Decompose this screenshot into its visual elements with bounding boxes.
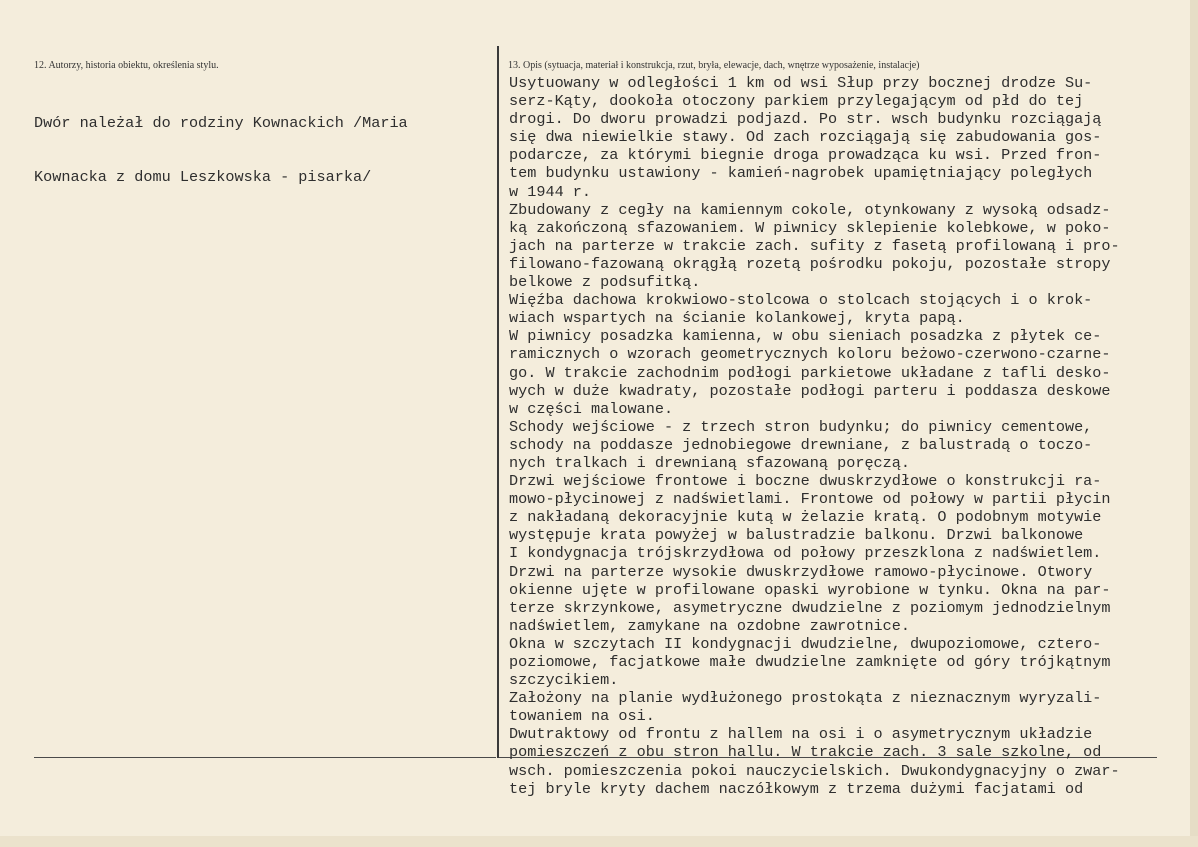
right-text-line: okienne ujęte w profilowane opaski wyrobione w tynku. Okna na par- xyxy=(509,580,1111,599)
right-typed-text xyxy=(509,74,1120,798)
right-text-line: wych w duże kwadraty, pozostałe podłogi parteru i poddasza deskowe xyxy=(509,381,1111,400)
right-text-line: wsch. pomieszczenia pokoi nauczycielskich. Dwukondygnacyjny o zwar- xyxy=(509,761,1120,780)
right-text-line: szczycikiem. xyxy=(509,671,619,690)
right-text-line: poziomowe, facjatkowe małe dwudzielne zamknięte od góry trójkątnym xyxy=(509,653,1111,671)
right-text-line: wiach wspartych na ścianie kolankowej, kryta papą. xyxy=(509,309,965,328)
right-text-line: towaniem na osi. xyxy=(509,707,655,726)
right-text-line: tem budynku ustawiony - kamień-nagrobek upamiętniający poległych xyxy=(509,164,1093,183)
right-column-header: 13. Opis (sytuacja, materiał i konstrukcja, rzut, bryła, elewacje, dach, wnętrze wyposażenie, instalacje) xyxy=(508,60,920,71)
right-text-line: pomieszczeń z obu stron hallu. W trakcie zach. 3 sale szkolne, od xyxy=(509,743,1102,762)
right-text-line: Drzwi na parterze wysokie dwuskrzydłowe ramowo-płycinowe. Otwory xyxy=(509,562,1093,581)
column-divider xyxy=(497,46,499,758)
right-text-line: belkowe z podsufitką. xyxy=(509,273,701,292)
right-text-line: W piwnicy posadzka kamienna, w obu sieniach posadzka z płytek ce- xyxy=(509,327,1102,346)
right-text-line: Drzwi wejściowe frontowe i boczne dwuskrzydłowe o konstrukcji ra- xyxy=(509,472,1102,491)
right-text-line: podarcze, za którymi biegnie droga prowadząca ku wsi. Przed fron- xyxy=(509,146,1102,165)
right-text-line: Zbudowany z cegły na kamiennym cokole, otynkowany z wysoką odsadz- xyxy=(509,200,1111,219)
right-text-line: się dwa niewielkie stawy. Od zach rozciągają się zabudowania gos- xyxy=(509,128,1102,147)
left-form-baseline xyxy=(34,757,496,758)
right-text-line: terze skrzynkowe, asymetryczne dwudzielne z poziomym jednodzielnym xyxy=(509,598,1111,617)
right-text-line: Schody wejściowe - z trzech stron budynku; do piwnicy cementowe, xyxy=(509,417,1093,436)
right-text-line: z nakładaną dekoracyjnie kutą w żelazie kratą. O podobnym motywie xyxy=(509,508,1102,527)
right-text-line: I kondygnacja trójskrzydłowa od połowy przeszklona z nadświetlem. xyxy=(509,544,1102,563)
right-text-line: tej bryle kryty dachem naczółkowym z trzema dużymi facjatami od xyxy=(509,779,1084,798)
right-text-line: występuje krata powyżej w balustradzie balkonu. Drzwi balkonowe xyxy=(509,526,1084,545)
right-text-line: go. W trakcie zachodnim podłogi parkietowe układane z tafli desko- xyxy=(509,363,1111,382)
right-text-line: ramicznych o wzorach geometrycznych koloru beżowo-czerwono-czarne- xyxy=(509,345,1111,364)
right-text-line: Więźba dachowa krokwiowo-stolcowa o stolcach stojących i o krok- xyxy=(509,291,1093,310)
right-text-line: w części malowane. xyxy=(509,399,674,418)
right-text-line: Założony na planie wydłużonego prostokąta z nieznacznym wyryzali- xyxy=(509,689,1102,708)
right-text-line: drogi. Do dworu prowadzi podjazd. Po str. wsch budynku rozciągają xyxy=(509,110,1102,129)
right-text-line: jach na parterze w trakcie zach. sufity z fasetą profilowaną i pro- xyxy=(509,236,1120,255)
right-text-line: w 1944 r. xyxy=(509,182,592,201)
left-column-header: 12. Autorzy, historia obiektu, określenia stylu. xyxy=(34,60,219,71)
right-text-line: Dwutraktowy od frontu z hallem na osi i o asymetrycznym układzie xyxy=(509,725,1093,744)
right-text-line: schody na poddasze jednobiegowe drewniane, z balustradą o toczo- xyxy=(509,435,1093,454)
left-text-line: Dwór należał do rodziny Kownackich /Maria xyxy=(34,114,408,133)
right-text-line: Usytuowany w odległości 1 km od wsi Słup przy bocznej drodze Su- xyxy=(509,74,1093,92)
right-text-line: ką zakończoną sfazowaniem. W piwnicy sklepienie kolebkowe, w poko- xyxy=(509,218,1111,237)
right-text-line: Okna w szczytach II kondygnacji dwudzielne, dwupoziomowe, cztero- xyxy=(509,634,1102,653)
paper-edge-bottom xyxy=(0,836,1198,847)
paper-edge-right xyxy=(1190,0,1198,847)
right-text-line: serz-Kąty, dookoła otoczony parkiem przylegającym od płd do tej xyxy=(509,92,1084,111)
right-text-line: mowo-płycinowej z nadświetlami. Frontowe od połowy w partii płycin xyxy=(509,490,1111,509)
right-text-line: filowano-fazowaną okrągłą rozetą pośrodku pokoju, pozostałe stropy xyxy=(509,254,1111,273)
right-text-line: nych tralkach i drewnianą sfazowaną poręczą. xyxy=(509,453,911,472)
left-typed-text xyxy=(34,78,408,205)
right-text-line: nadświetlem, zamykane na ozdobne zawrotnice. xyxy=(509,616,911,635)
left-text-line: Kownacka z domu Leszkowska - pisarka/ xyxy=(34,168,372,187)
